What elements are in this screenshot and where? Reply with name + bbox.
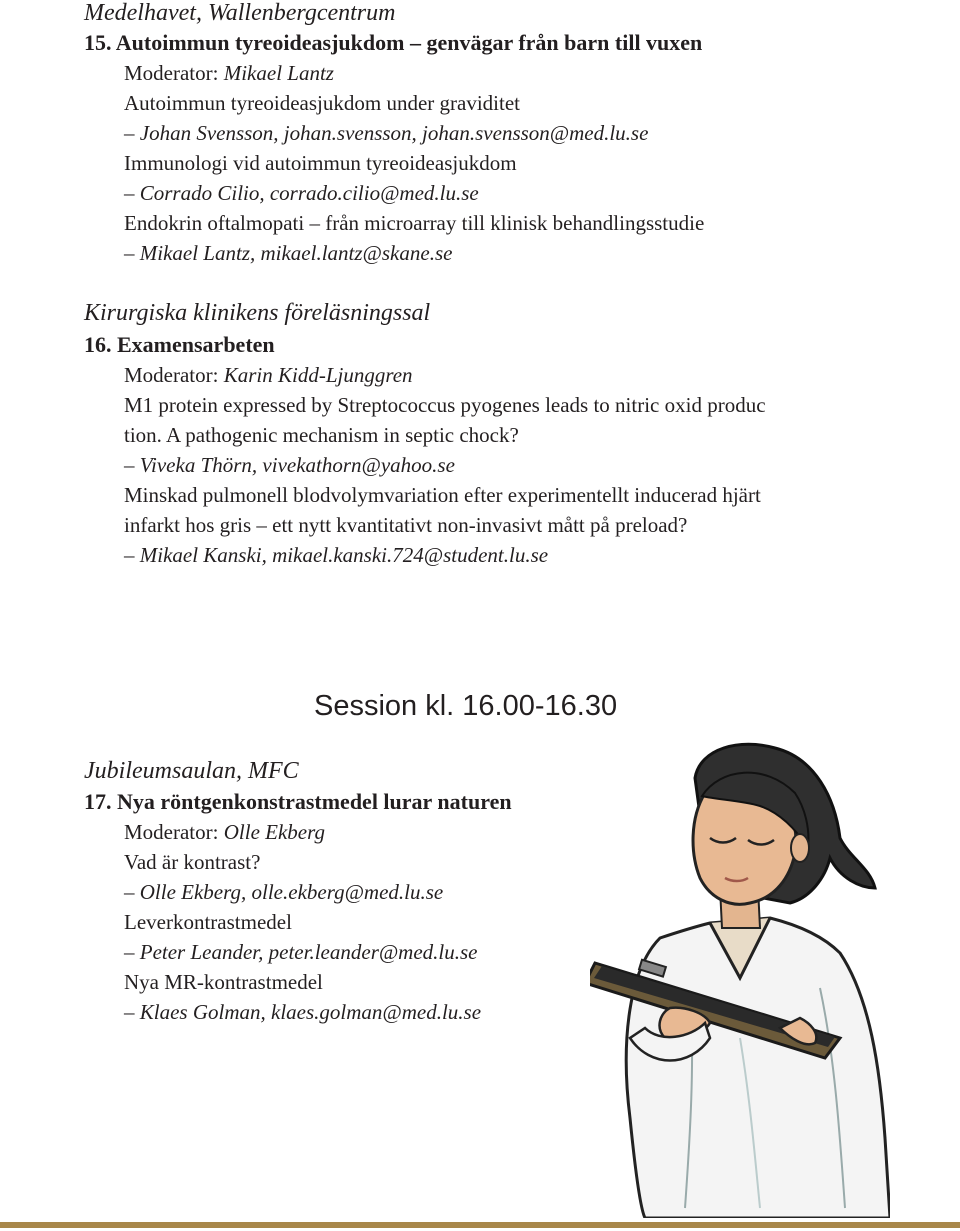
talk-title: Leverkontrastmedel bbox=[124, 910, 292, 934]
talk-speaker: – Klaes Golman, klaes.golman@med.lu.se bbox=[124, 1000, 482, 1024]
footer-rule bbox=[0, 1222, 960, 1228]
section-15-title: 15. Autoimmun tyreoideasjukdom – genvägar från barn till vuxen bbox=[84, 30, 703, 55]
talk-speaker: – Olle Ekberg, olle.ekberg@med.lu.se bbox=[124, 880, 444, 904]
talk-title: Autoimmun tyreoideasjukdom under graviditet bbox=[124, 91, 521, 115]
talk-speaker: – Mikael Lantz, mikael.lantz@skane.se bbox=[124, 241, 453, 265]
section-17-moderator bbox=[124, 817, 325, 847]
location-section-15: Medelhavet, Wallenbergcentrum bbox=[84, 0, 396, 26]
talk-speaker: – Johan Svensson, johan.svensson, johan.svensson@med.lu.se bbox=[124, 121, 649, 145]
location-section-16: Kirurgiska klinikens föreläsningssal bbox=[84, 300, 431, 326]
talk-title: tion. A pathogenic mechanism in septic chock? bbox=[124, 423, 519, 447]
talk-speaker: – Mikael Kanski, mikael.kanski.724@student.lu.se bbox=[124, 543, 549, 567]
talk-speaker: – Corrado Cilio, corrado.cilio@med.lu.se bbox=[124, 181, 479, 205]
talk-title: Minskad pulmonell blodvolymvariation efter experimentellt inducerad hjärt bbox=[124, 483, 761, 507]
section-16-title: 16. Examensarbeten bbox=[84, 332, 275, 357]
moderator-label: Moderator: bbox=[124, 820, 224, 844]
section-17-title: 17. Nya röntgenkonstrastmedel lurar naturen bbox=[84, 789, 512, 814]
moderator-name: Mikael Lantz bbox=[223, 61, 334, 85]
talk-title: Endokrin oftalmopati – från microarray till klinisk behandlingsstudie bbox=[124, 211, 705, 235]
location-section-17: Jubileumsaulan, MFC bbox=[84, 758, 299, 784]
moderator-label: Moderator: bbox=[124, 363, 224, 387]
talk-title: Vad är kontrast? bbox=[124, 850, 261, 874]
talk-title: infarkt hos gris – ett nytt kvantitativt non-invasivt mått på preload? bbox=[124, 513, 688, 537]
section-15-moderator bbox=[124, 58, 334, 88]
doctor-with-clipboard-illustration bbox=[590, 738, 890, 1218]
talk-title: Nya MR-kontrastmedel bbox=[124, 970, 323, 994]
talk-title: Immunologi vid autoimmun tyreoideasjukdom bbox=[124, 151, 517, 175]
section-16-moderator bbox=[124, 360, 413, 390]
session-heading: Session kl. 16.00-16.30 bbox=[314, 690, 618, 722]
talk-title: M1 protein expressed by Streptococcus pyogenes leads to nitric oxid produc bbox=[124, 393, 766, 417]
moderator-label: Moderator: bbox=[124, 61, 224, 85]
talk-speaker: – Viveka Thörn, vivekathorn@yahoo.se bbox=[124, 453, 455, 477]
moderator-name: Olle Ekberg bbox=[223, 820, 326, 844]
moderator-name: Karin Kidd-Ljunggren bbox=[223, 363, 413, 387]
talk-speaker: – Peter Leander, peter.leander@med.lu.se bbox=[124, 940, 478, 964]
